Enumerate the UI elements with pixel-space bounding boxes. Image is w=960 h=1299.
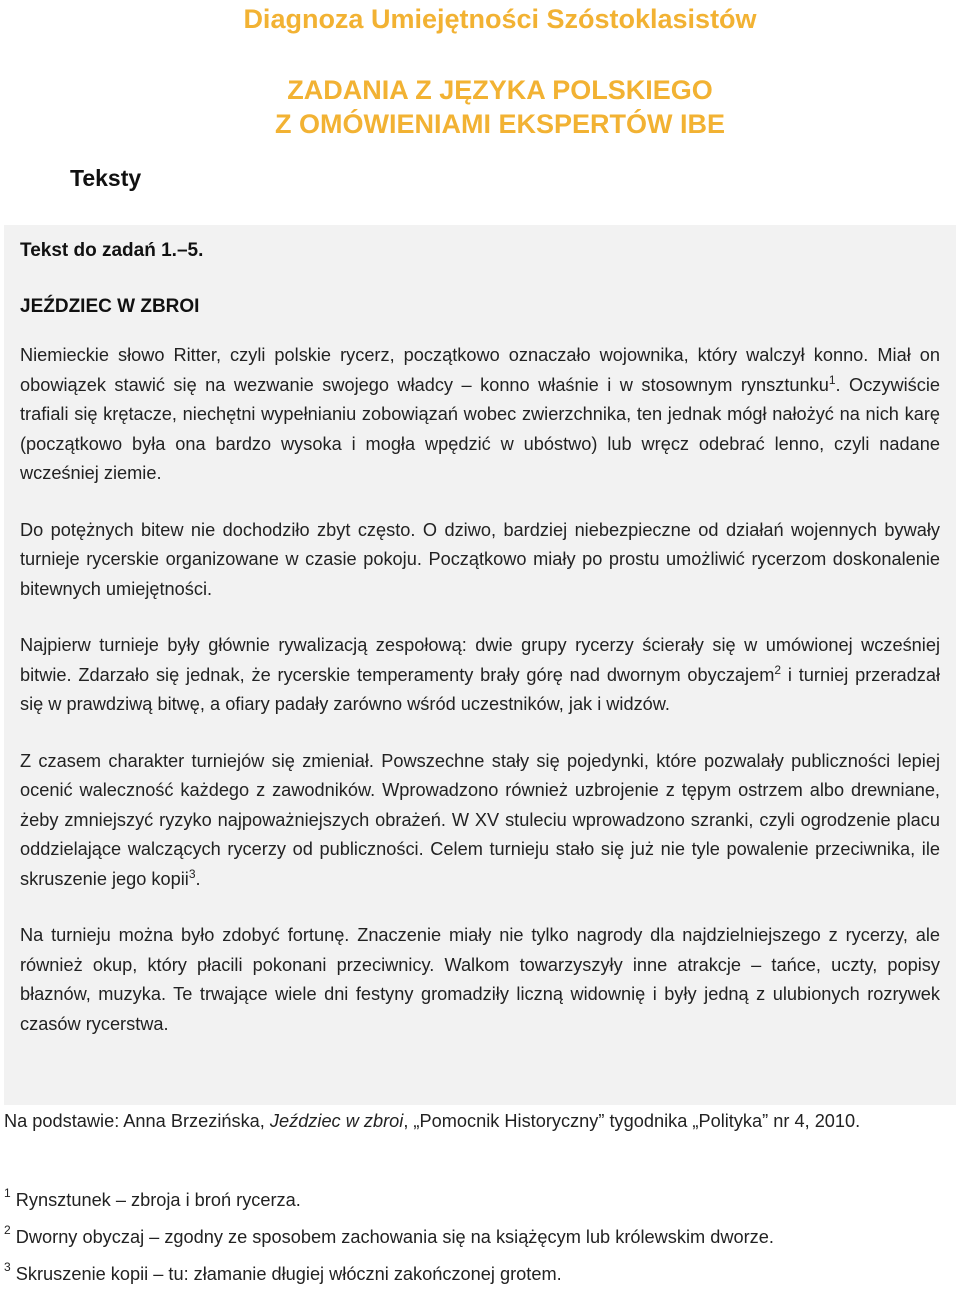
footnote-3 [4,1259,952,1286]
paragraph-4-part-b: . [195,868,201,889]
footnote-2 [4,1222,952,1249]
section-label: Teksty [70,165,142,191]
source-suffix: , „Pomocnik Historyczny” tygodnika „Polityka” nr 4, 2010. [403,1111,861,1131]
document-subtitle [0,73,960,141]
task-heading: Tekst do zadań 1.–5. [20,240,204,261]
paragraph-4-part-a: Z czasem charakter turniejów się zmieniał. Powszechne stały się pojedynki, które pozwalały publiczności lepiej ocenić waleczność każdego z zawodników. Wprowadzono również uzbrojenie z tępym ostrzem albo drewniane, żeby zmniejszyć ryzyko najpoważniejszych obrażeń. W XV stuleciu wprowadzono szranki, czyli ogrodzenie placu oddzielające walczących rycerzy od publiczności. Celem turnieju stało się już nie tyle powalenie przeciwnika, ile skruszenie jego kopii [20,750,940,889]
source-prefix: Na podstawie: Anna Brzezińska, [4,1111,270,1131]
document-title: Diagnoza Umiejętności Szóstoklasistów [243,4,757,34]
source-citation [4,1106,952,1136]
footnote-ref-3: 3 [188,866,196,881]
footnote-number: 2 [4,1222,11,1237]
footnote-1 [4,1185,952,1212]
paragraph-1-part-a: Niemieckie słowo Ritter, czyli polskie rycerz, początkowo oznaczało wojownika, który walczył konno. Miał on obowiązek stawić się na wezwanie swojego władcy – konno właśnie i w stosownym rynsztunku [20,345,940,395]
footnotes [4,1185,952,1299]
subtitle-line-2: Z OMÓWIENIAMI EKSPERTÓW IBE [275,109,725,139]
reading-text-box [4,225,956,1105]
subtitle-line-1: ZADANIA Z JĘZYKA POLSKIEGO [287,75,713,105]
footnote-ref-1: 1 [828,372,836,387]
footnote-text: Skruszenie kopii – tu: złamanie długiej włóczni zakończonej grotem. [15,1264,562,1284]
paragraph-4 [20,747,940,895]
paragraph-3-part-b: i turniej przeradzał się w prawdziwą bitwę, a ofiary padały zarówno wśród uczestników, jak i widzów. [20,664,941,714]
article-title: JEŹDZIEC W ZBROI [20,296,200,317]
paragraph-5: Na turnieju można było zdobyć fortunę. Znaczenie miały nie tylko nagrody dla najdzielniejszego z rycerzy, ale również okup, który płacili pokonani przeciwnicy. Walkom towarzyszyły inne atrakcje – tańce, uczty, popisy błaznów, muzyka. Te trwające wiele dni festyny gromadziły liczną widownię i były jedną z ulubionych rozrywek czasów rycerstwa. [20,925,940,1034]
footnote-number: 3 [4,1259,11,1274]
footnote-text: Rynsztunek – zbroja i broń rycerza. [15,1190,301,1210]
paragraph-1 [20,341,940,489]
footnote-text: Dworny obyczaj – zgodny ze sposobem zachowania się na książęcym lub królewskim dworze. [15,1227,774,1247]
source-title: Jeździec w zbroi [269,1111,404,1131]
footnote-number: 1 [4,1185,11,1200]
footnote-ref-2: 2 [774,662,782,677]
paragraph-3-part-a: Najpierw turnieje były głównie rywalizacją zespołową: dwie grupy rycerzy ścierały się w umówionej wcześniej bitwie. Zdarzało się jednak, że rycerskie temperamenty brały górę nad dwornym obyczajem [20,635,940,685]
paragraph-1-part-b: . Oczywiście trafiali się krętacze, niechętni wypełnianiu zobowiązań wobec zwierzchnika, ten jednak mógł nałożyć na nich karę (początkowo była ona bardzo wysoka i mogła wpędzić w ubóstwo) lub wręcz odebrać lenno, czyli nadane wcześniej ziemie. [20,374,940,483]
paragraph-2: Do potężnych bitew nie dochodziło zbyt często. O dziwo, bardziej niebezpieczne od działań wojennych bywały turnieje rycerskie organizowane w czasie pokoju. Początkowo miały po prostu umożliwić rycerzom doskonalenie bitewnych umiejętności. [20,519,940,599]
paragraph-3 [20,631,940,720]
